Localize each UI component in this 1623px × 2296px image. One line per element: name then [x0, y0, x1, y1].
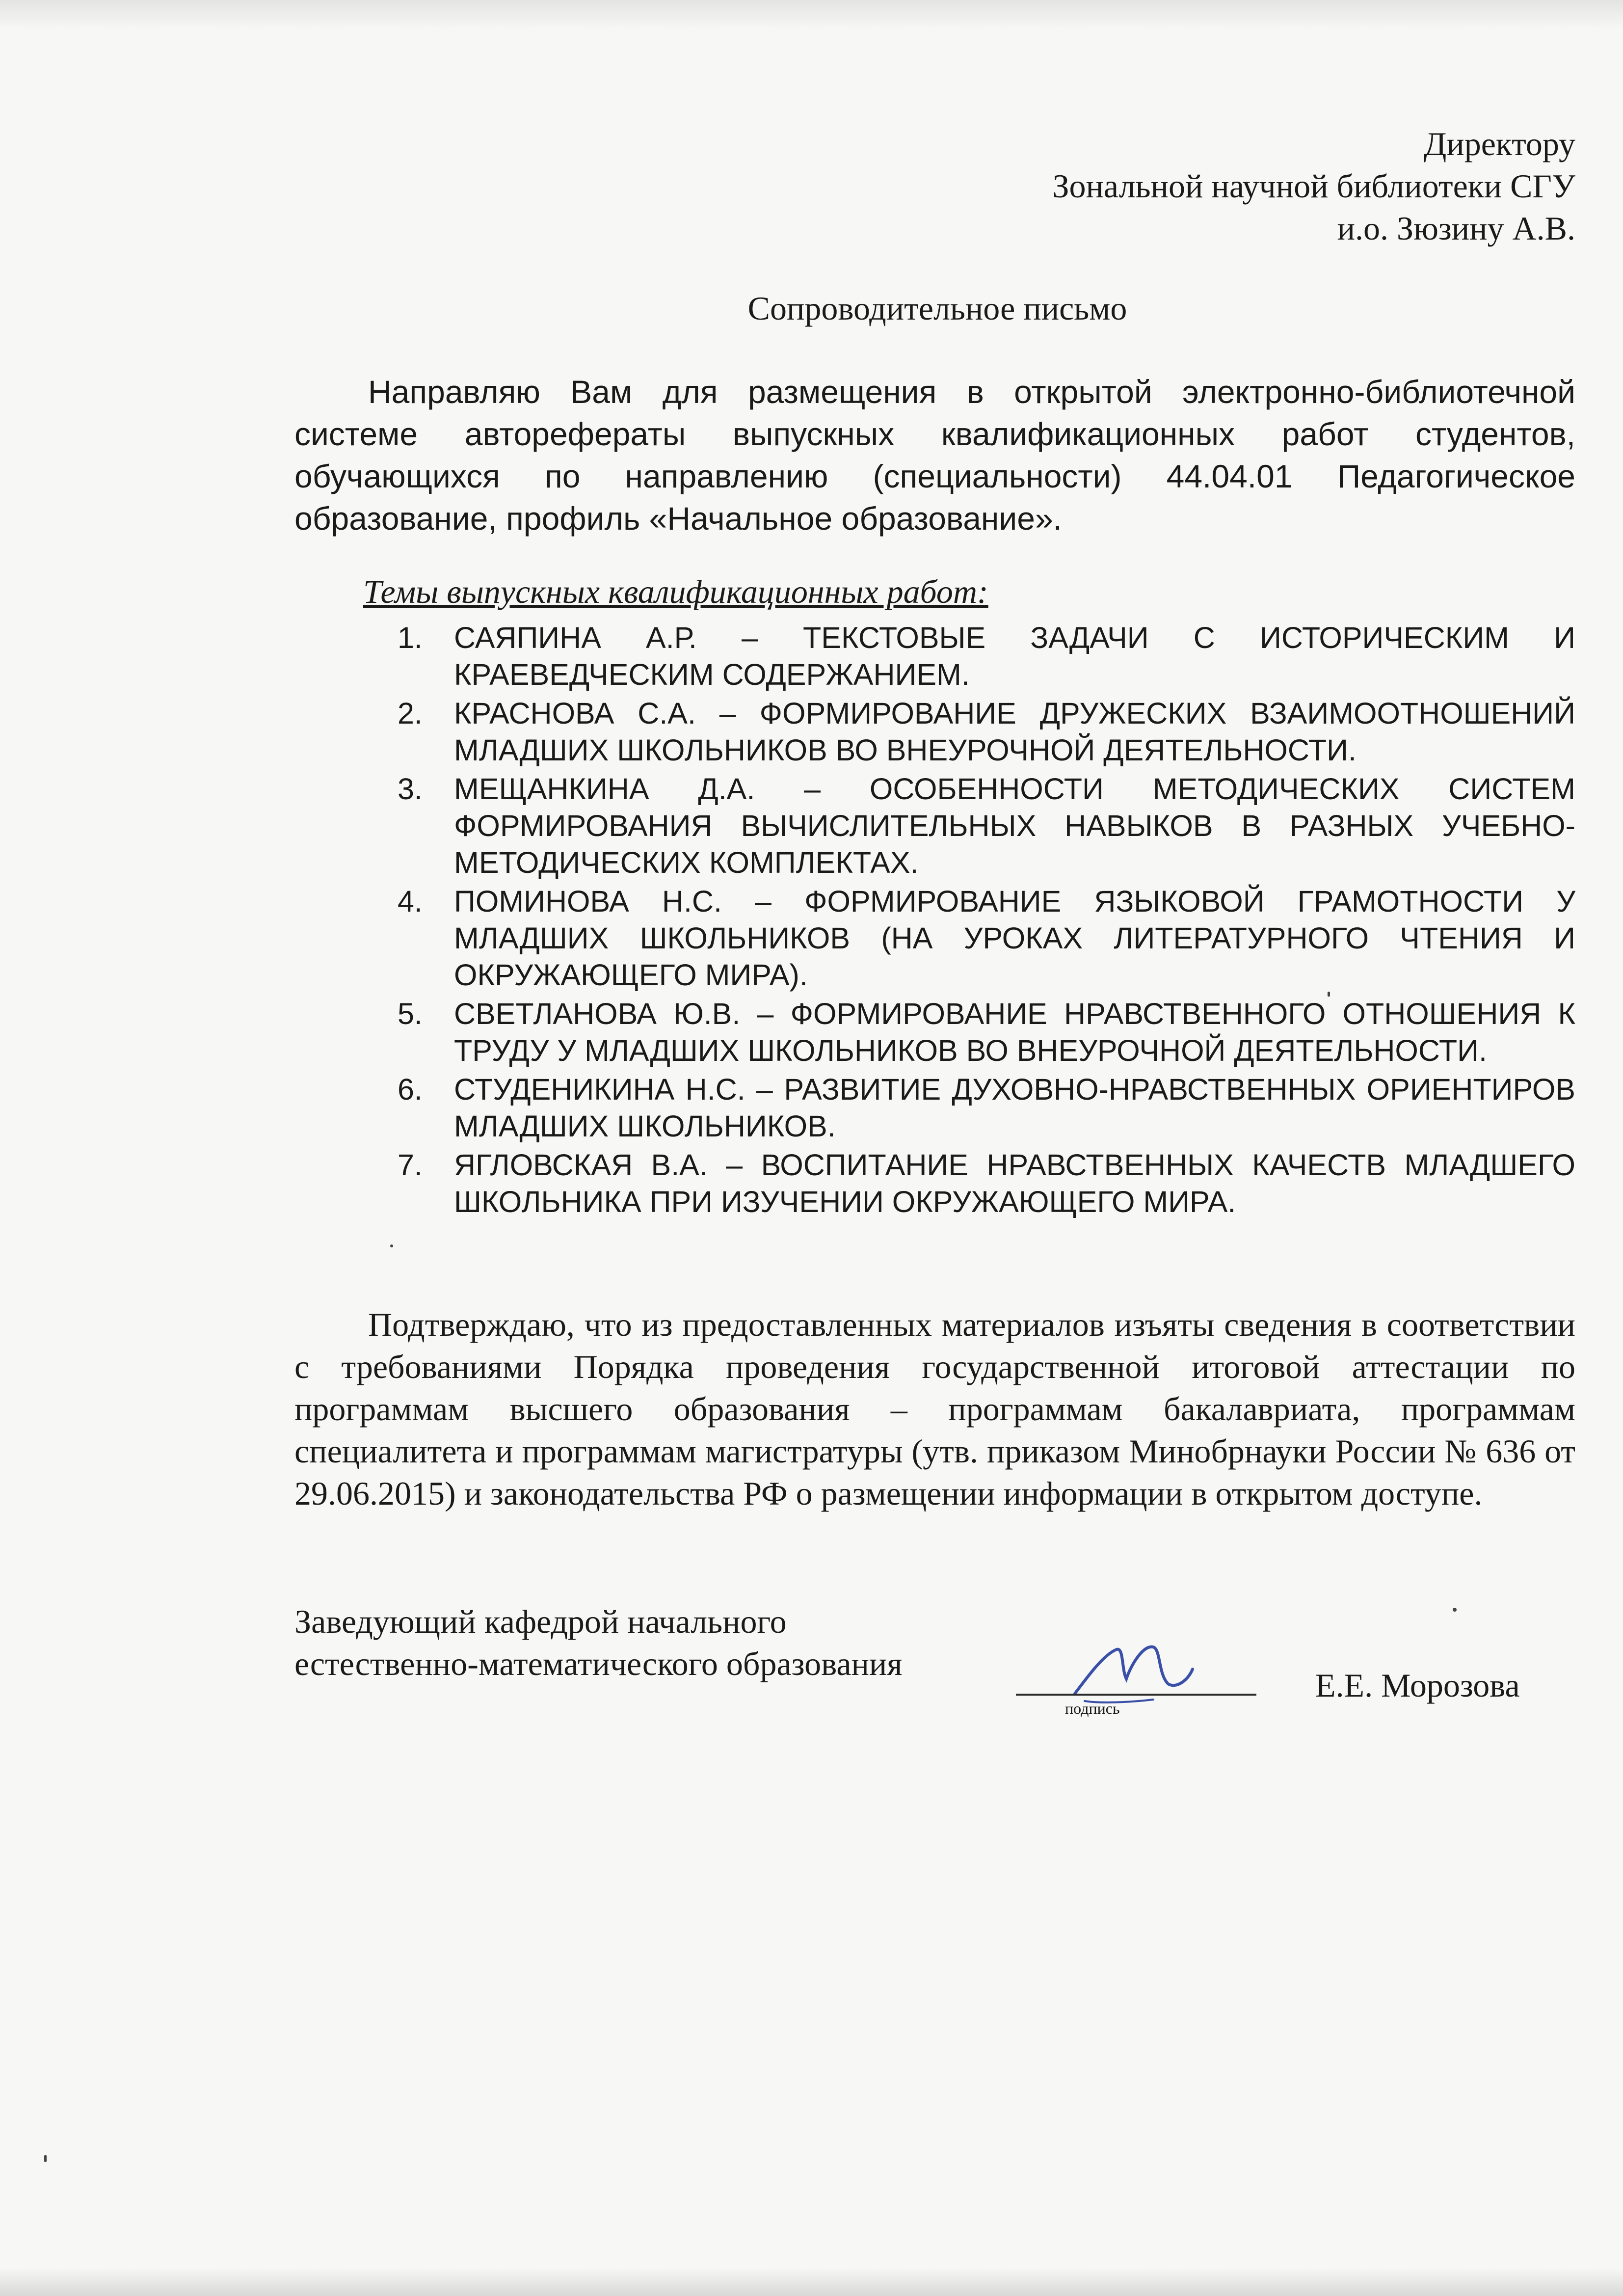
topic-item — [398, 996, 1575, 1069]
topic-text: МЕЩАНКИНА Д.А. – ОСОБЕННОСТИ МЕТОДИЧЕСКИХ СИСТЕМ ФОРМИРОВАНИЯ ВЫЧИСЛИТЕЛЬНЫХ НАВЫКОВ В РАЗНЫХ УЧЕБНО-МЕТОДИЧЕСКИХ КОМПЛЕКТАХ. — [454, 772, 1575, 879]
signer-position — [294, 1600, 903, 1685]
topic-item — [398, 883, 1575, 994]
scan-speck — [1328, 992, 1330, 997]
topic-text: ЯГЛОВСКАЯ В.А. – ВОСПИТАНИЕ НРАВСТВЕННЫХ КАЧЕСТВ МЛАДШЕГО ШКОЛЬНИКА ПРИ ИЗУЧЕНИИ ОКРУЖАЮЩЕГО МИРА. — [454, 1148, 1575, 1218]
topic-number: 1. — [398, 621, 423, 654]
handwritten-signature — [1070, 1635, 1197, 1708]
topic-number: 4. — [398, 885, 423, 918]
topic-text: САЯПИНА А.Р. – ТЕКСТОВЫЕ ЗАДАЧИ С ИСТОРИЧЕСКИМ И КРАЕВЕДЧЕСКИМ СОДЕРЖАНИЕМ. — [454, 621, 1575, 691]
topic-item — [398, 1147, 1575, 1220]
topic-number: 7. — [398, 1148, 423, 1182]
topic-text: СТУДЕНИКИНА Н.С. – РАЗВИТИЕ ДУХОВНО-НРАВСТВЕННЫХ ОРИЕНТИРОВ МЛАДШИХ ШКОЛЬНИКОВ. — [454, 1073, 1575, 1143]
scan-edge-top — [0, 0, 1623, 29]
signature-caption: подпись — [1065, 1700, 1120, 1717]
topic-text: СВЕТЛАНОВА Ю.В. – ФОРМИРОВАНИЕ НРАВСТВЕННОГО ОТНОШЕНИЯ К ТРУДУ У МЛАДШИХ ШКОЛЬНИКОВ ВО ВНЕУРОЧНОЙ ДЕЯТЕЛЬНОСТИ. — [454, 997, 1575, 1067]
topic-number: 3. — [398, 772, 423, 806]
signer-position-line-2: естественно-математического образования — [294, 1645, 903, 1682]
signer-name: Е.Е. Морозова — [1315, 1667, 1520, 1704]
addressee-line-3: и.о. Зюзину А.В. — [1337, 210, 1575, 247]
document-title: Сопроводительное письмо — [747, 290, 1127, 327]
topic-item — [398, 771, 1575, 881]
topic-item — [398, 1071, 1575, 1145]
topic-number: 5. — [398, 997, 423, 1030]
addressee-line-2: Зональной научной библиотеки СГУ — [1052, 167, 1575, 205]
scan-edge-bottom — [0, 2268, 1623, 2296]
addressee-block — [834, 123, 1575, 249]
confirmation-paragraph: Подтверждаю, что из предоставленных материалов изъяты сведения в соответствии с требованиями Порядка проведения государственной итоговой аттестации по программам высшего образования – программам бакалавриата, программам специалитета и программам магистратуры (утв. приказом Минобрнауки России № 636 от 29.06.2015) и законодательства РФ о размещении информации в открытом доступе. — [294, 1306, 1575, 1512]
scan-speck — [390, 1244, 393, 1247]
topic-item — [398, 695, 1575, 769]
scan-speck — [44, 2155, 47, 2162]
topic-text: ПОМИНОВА Н.С. – ФОРМИРОВАНИЕ ЯЗЫКОВОЙ ГРАМОТНОСТИ У МЛАДШИХ ШКОЛЬНИКОВ (НА УРОКАХ ЛИТЕРАТУРНОГО ЧТЕНИЯ И ОКРУЖАЮЩЕГО МИРА). — [454, 885, 1575, 992]
topics-list — [398, 620, 1575, 1222]
signer-position-line-1: Заведующий кафедрой начального — [294, 1603, 787, 1640]
scan-speck — [1453, 1608, 1457, 1612]
topic-text: КРАСНОВА С.А. – ФОРМИРОВАНИЕ ДРУЖЕСКИХ ВЗАИМООТНОШЕНИЙ МЛАДШИХ ШКОЛЬНИКОВ ВО ВНЕУРОЧНОЙ ДЕЯТЕЛЬНОСТИ. — [454, 697, 1575, 767]
topics-heading: Темы выпускных квалификационных работ: — [363, 573, 988, 610]
intro-paragraph: Направляю Вам для размещения в открытой электронно-библиотечной системе авторефераты выпускных квалификационных работ студентов, обучающихся по направлению (специальности) 44.04.01 Педагогическое образование, профиль «Начальное образование». — [294, 374, 1575, 537]
topic-number: 6. — [398, 1073, 423, 1106]
signature-stroke — [1075, 1647, 1193, 1694]
topic-number: 2. — [398, 697, 423, 730]
addressee-line-1: Директору — [1423, 125, 1575, 162]
topic-item — [398, 620, 1575, 693]
signature-line — [1016, 1694, 1256, 1696]
